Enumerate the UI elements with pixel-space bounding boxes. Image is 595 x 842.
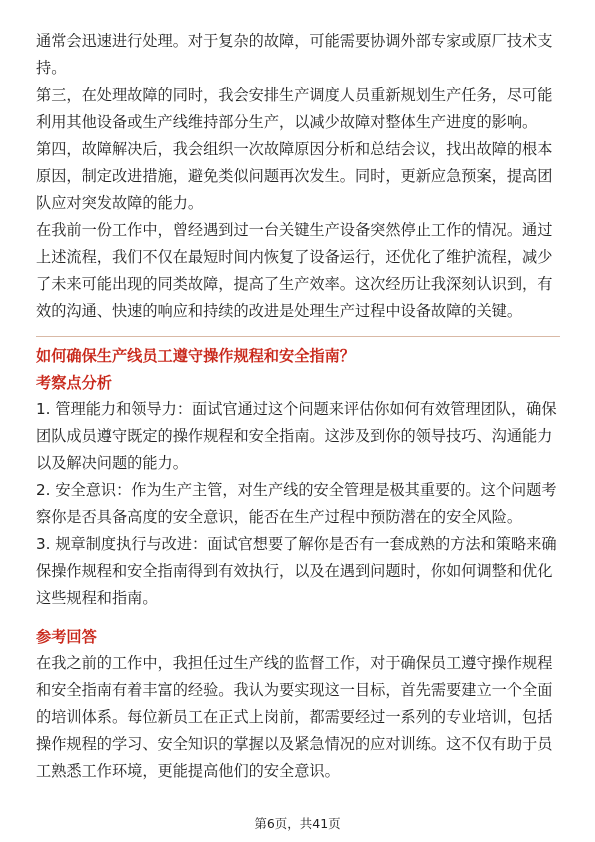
document-page <box>36 28 560 785</box>
analysis-heading: 考察点分析 <box>36 374 112 392</box>
question-heading: 如何确保生产线员工遵守操作规程和安全指南？ <box>36 347 355 365</box>
paragraph-intro-continuation: 通常会迅速进行处理。对于复杂的故障，可能需要协调外部专家或原厂技术支持。 <box>36 32 553 77</box>
page-number: 第6页，共41页 <box>254 816 341 831</box>
analysis-point-1: 1. 管理能力和领导力：面试官通过这个问题来评估你如何有效管理团队，确保团队成员遵守既定的操作规程和安全指南。这涉及到你的领导技巧、沟通能力以及解决问题的能力。 <box>36 400 557 472</box>
analysis-point-3: 3. 规章制度执行与改进：面试官想要了解你是否有一套成熟的方法和策略来确保操作规程和安全指南得到有效执行，以及在遇到问题时，你如何调整和优化这些规程和指南。 <box>36 535 557 607</box>
answer-text: 在我之前的工作中，我担任过生产线的监督工作，对于确保员工遵守操作规程和安全指南有着丰富的经验。我认为要实现这一目标，首先需要建立一个全面的培训体系。每位新员工在正式上岗前，都需要经过一系列的专业培训，包括操作规程的学习、安全知识的掌握以及紧急情况的应对训练。这不仅有助于员工熟悉工作环境，更能提高他们的安全意识。 <box>36 654 553 780</box>
answer-heading: 参考回答 <box>36 628 97 646</box>
paragraph-experience: 在我前一份工作中，曾经遇到过一台关键生产设备突然停止工作的情况。通过上述流程，我们不仅在最短时间内恢复了设备运行，还优化了维护流程，减少了未来可能出现的同类故障，提高了生产效率。这次经历让我深刻认识到，有效的沟通、快速的响应和持续的改进是处理生产过程中设备故障的关键。 <box>36 221 553 320</box>
paragraph-step-four: 第四，故障解决后，我会组织一次故障原因分析和总结会议，找出故障的根本原因，制定改进措施，避免类似问题再次发生。同时，更新应急预案，提高团队应对突发故障的能力。 <box>36 140 553 212</box>
analysis-point-2: 2. 安全意识：作为生产主管，对生产线的安全管理是极其重要的。这个问题考察你是否具备高度的安全意识，能否在生产过程中预防潜在的安全风险。 <box>36 481 557 526</box>
section-divider <box>36 336 560 337</box>
paragraph-step-three: 第三，在处理故障的同时，我会安排生产调度人员重新规划生产任务，尽可能利用其他设备或生产线维持部分生产，以减少故障对整体生产进度的影响。 <box>36 86 553 131</box>
